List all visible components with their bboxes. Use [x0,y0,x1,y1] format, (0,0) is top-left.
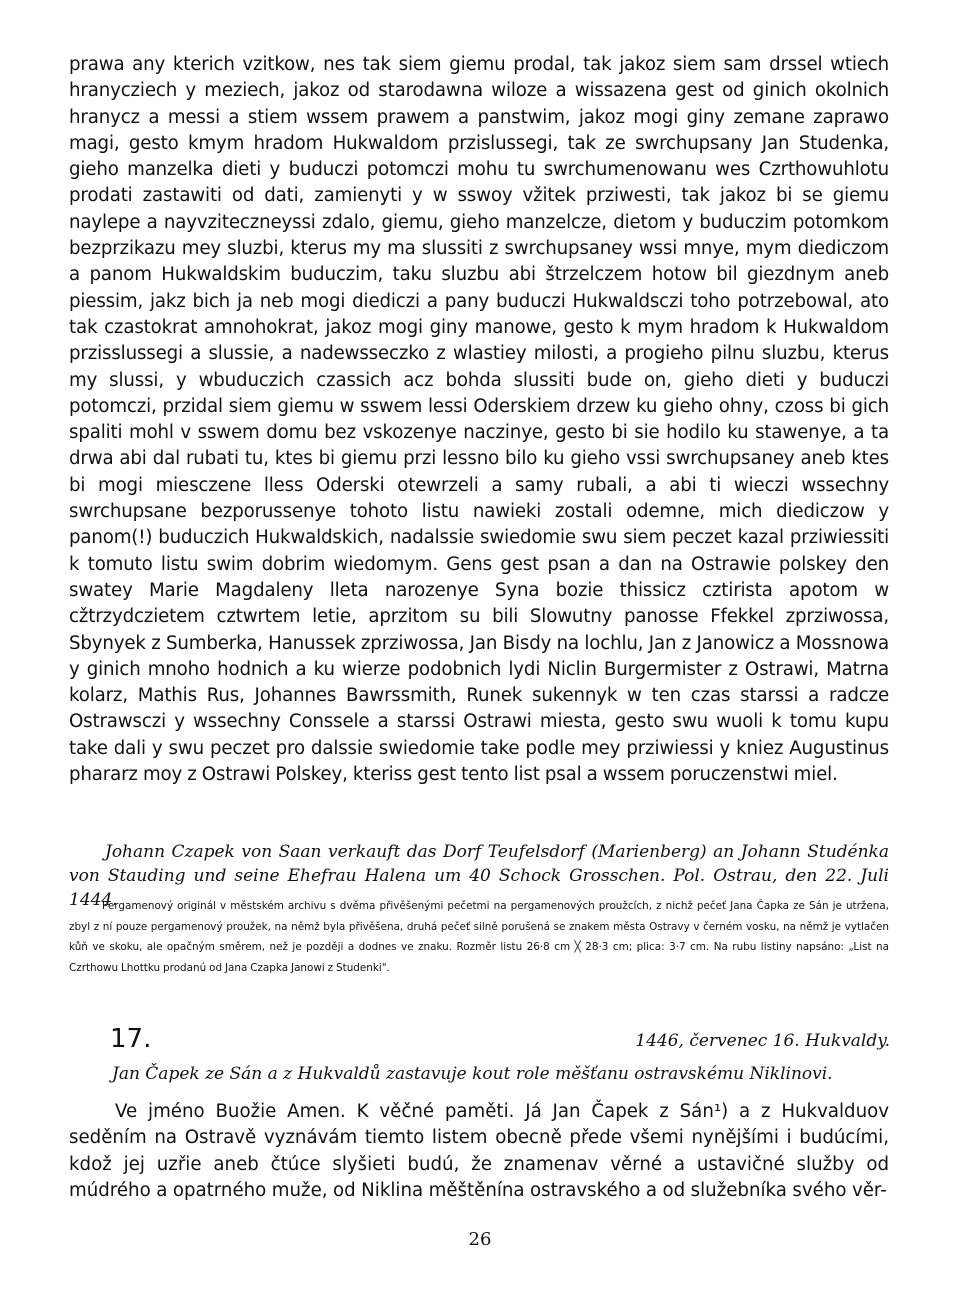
document-date: 1446, červenec 16. Hukvaldy. [635,1031,890,1051]
document-summary: Jan Čapek ze Sán a z Hukvaldů zastavuje kout role měšťanu ostravskému Niklinovi. [112,1064,833,1084]
german-summary-caption: Johann Czapek von Saan verkauft das Dorf Teufelsdorf (Marienberg) an Johann Studénka von Stauding und seine Ehefrau Halena um 40 Schock Grosschen. Pol. Ostrau, den 22. Juli 1444. [69,842,889,910]
document-text: Ve jméno Buožie Amen. K věčné paměti. Já Jan Čapek z Sán¹) a z Hukvalduov seděním na Ostravě vyznávám tiemto listem obecně přede všemi nynějšími i budúcími, kdož jej uzřie aneb čtúce slyšieti budú, že znamenav věrné a ustavičné služby od múdrého a opatrného muže, od Niklina měštěnína ostravského a od služebníka svého věr- [69,1101,889,1201]
archival-note: Pergamenový originál v městském archivu s dvěma přivěšenými pečetmi na pergamenových proužcích, z nichž pečeť Jana Čapka ze Sán je utržena, zbyl z ní pouze pergamenový proužek, na němž byla přivěšena, druhá pečeť silně porušená se znakem města Ostravy v černém vosku, na němž je vytlačen kůň ve skoku, ale opačným směrem, než je později a dodnes ve znaku. Rozměr listu 26·8 cm ╳ 28·3 cm; plica: 3·7 cm. Na rubu listiny napsáno: „List na Czrthowu Lhottku prodanú od Jana Czapka Janowi z Studenki". [69,900,889,974]
page-number: 26 [468,1229,492,1250]
document-number: 17. [110,1024,152,1054]
main-charter-text: prawa any kterich vzitkow, nes tak siem giemu prodal, tak jakoz siem sam drssel wtiech hranycziech y meziech, jakoz od starodawna wiloze a wissazena gest od ginich okolnich hranycz a messi a stiem wssem prawem a panstwim, jakoz mogi giny zemane zaprawo magi, gesto kmym hradom Hukwaldom przislussegi, tak ze swrchupsany Jan Studenka, gieho manzelka dieti y buduczi potomczi mohu tu swrchumenowanu wes Czrthowuhlotu prodati zastawiti od dati, zamienyti y w sswoy vžitek prziwesti, tak jakoz bi se giemu naylepe a nayvziteczneyssi zdalo, giemu, gieho manzelcze, dietom y buduczim potomkom bezprzikazu mey sluzbi, kterus my ma slussiti z swrchupsaney wssi mnye, mym diediczom a panom Hukwaldskim buduczim, taku sluzbu abi štrzelczem hotow bil giezdnym aneb piessim, jakz bich ja neb mogi diediczi a pany buduczi Hukwaldsczi toho potrzebowal, ato tak czastokrat amnohokrat, jakoz mogi giny manowe, gesto k mym hradom k Hukwaldom przisslussegi a slussie, a nadewsseczko z wlastiey milosti, a progieho pilnu sluzbu, kterus my slussi, y wbuduczich czassich acz bohda slussiti bude on, gieho dieti y buduczi potomczi, przidal siem giemu w sswem lessi Oderskiem drzew ku gieho ohny, czoss bi gich spaliti mohl v sswem domu bez vskozenye naczinye, gesto bi sie hodilo ku stawenye, a ta drwa abi dal rubati tu, ktes bi giemu przi lessno bilo ku gieho vssi swrchupsaney aneb ktes bi mogi miesczene lless Oderski otewrzeli a samy rubali, a abi ti wieczi wssechny swrchupsane bezporussenye tohoto listu nawieki zostali odemne, mich diediczow y panom(!) buduczich Hukwaldskich, nadalssie swiedomie swu siem peczet kazal prziwiessiti k tomuto listu swim dobrim wiedomym. Gens gest psan a dan na Ostrawie polskey den swatey Marie Magdaleny lleta narozenye Syna bozie thissicz cztirista apotom w cžtrzydczietem cztwrtem letie, aprzitom su bili Slowutny panosse Ffekkel zprziwossa, Sbynyek z Sumberka, Hanussek zprziwossa, Jan Bisdy na lochlu, Jan z Janowicz a Mossnowa y ginich mnoho hodnich a ku wierze podobnich lydi Niclin Burgermister z Ostrawi, Matrna kolarz, Mathis Rus, Johannes Bawrssmith, Runek sukennyk w ten czas starssi a radcze Ostrawsczi y wssechny Conssele a starssi Ostrawi miesta, gesto swu wuoli k tomu kupu take dali y swu peczet pro dalssie swiedomie take podle mey prziwiessi y kniez Augustinus phararz moy z Ostrawi Polskey, kteriss gest tento list psal a wssem poruczenstwi miel. [69,54,889,786]
